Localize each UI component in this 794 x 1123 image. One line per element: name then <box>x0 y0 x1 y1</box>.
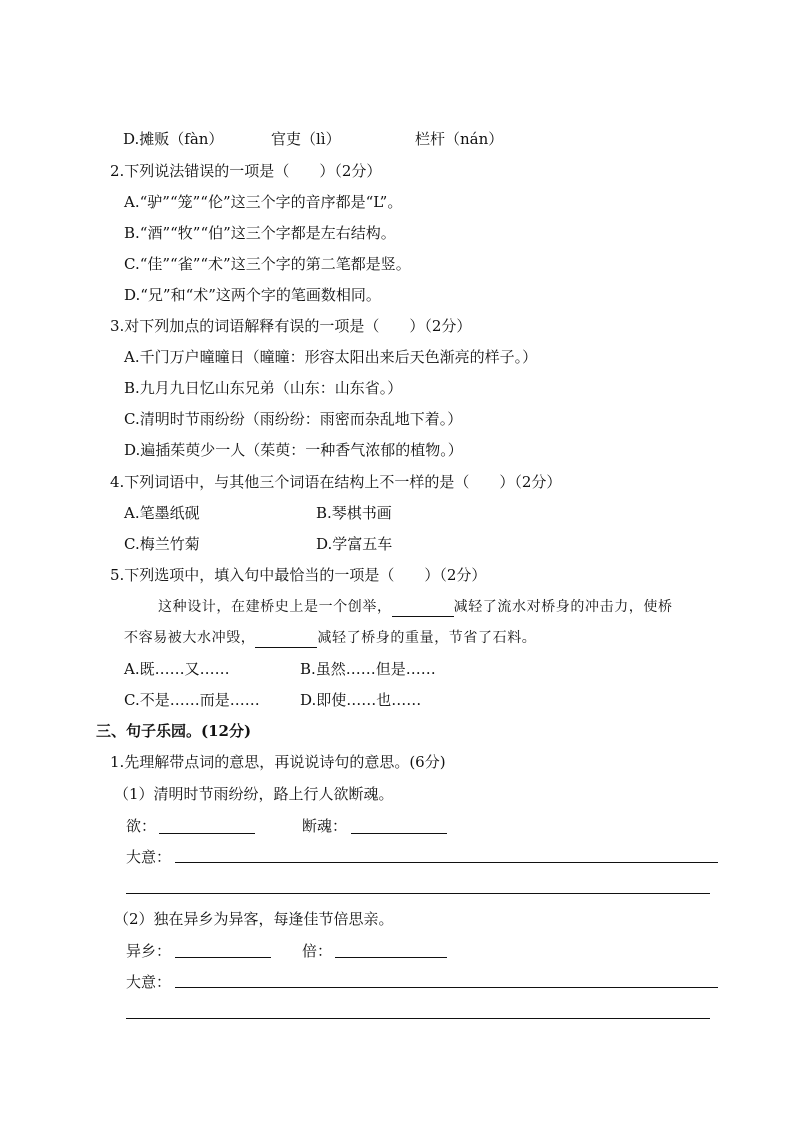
q5-passage-line-2 <box>124 628 536 648</box>
q2-option-a: A.“驴”“笼”“伦”这三个字的音序都是“L”。 <box>124 193 403 211</box>
poem-2-meaning-answer-line-1[interactable] <box>175 987 718 988</box>
q5-option-d: D.即使……也…… <box>300 691 422 709</box>
section-3-q1-stem: 1.先理解带点词的意思，再说说诗句的意思。(6分) <box>110 753 446 771</box>
poem-2: （2）独在异乡为异客，每逢佳节倍思亲。 <box>114 910 394 928</box>
q5-stem: 5.下列选项中，填入句中最恰当的一项是（ ）（2分） <box>110 566 487 584</box>
q4-stem: 4.下列词语中，与其他三个词语在结构上不一样的是（ ）（2分） <box>110 473 562 491</box>
poem-1-word-1-answer-line[interactable] <box>159 833 255 834</box>
q2-option-b: B.“酒”“牧”“伯”这三个字都是左右结构。 <box>124 224 396 242</box>
poem-2-meaning-answer-line-2[interactable] <box>126 1018 710 1019</box>
poem-2-word-2-label: 倍： <box>302 942 333 960</box>
q1-option-d-word-1: 摊贩（fàn） <box>139 130 224 148</box>
q2-option-d: D.“兄”和“术”这两个字的笔画数相同。 <box>124 286 381 304</box>
q5-passage-1b: 减轻了流水对桥身的冲击力，使桥 <box>453 599 673 615</box>
q5-blank-1[interactable] <box>392 600 454 617</box>
q3-stem: 3.对下列加点的词语解释有误的一项是（ ）（2分） <box>110 317 472 335</box>
q5-passage-1a: 这种设计，在建桥史上是一个创举， <box>158 599 392 615</box>
poem-1: （1）清明时节雨纷纷，路上行人欲断魂。 <box>114 785 394 803</box>
q5-option-c: C.不是……而是…… <box>124 691 260 709</box>
q1-option-d-word-2: 官吏（lì） <box>271 130 341 148</box>
poem-2-word-2-answer-line[interactable] <box>335 957 447 958</box>
poem-1-meaning-label: 大意： <box>126 848 172 866</box>
q3-option-d: D.遍插茱萸少一人（茱萸：一种香气浓郁的植物。） <box>124 441 463 459</box>
poem-1-word-2-answer-line[interactable] <box>351 833 447 834</box>
q1-option-d <box>123 129 223 149</box>
q5-option-b: B.虽然……但是…… <box>300 660 436 678</box>
q3-option-a: A.千门万户曈曈日（曈曈：形容太阳出来后天色渐亮的样子。） <box>124 348 538 366</box>
q3-option-b: B.九月九日忆山东兄弟（山东：山东省。） <box>124 379 403 397</box>
poem-2-meaning-label: 大意： <box>126 973 172 991</box>
q5-passage-2a: 不容易被大水冲毁， <box>124 630 256 646</box>
poem-2-word-1-label: 异乡： <box>126 942 172 960</box>
poem-1-word-2-label: 断魂： <box>302 817 348 835</box>
q3-option-c: C.清明时节雨纷纷（雨纷纷：雨密而杂乱地下着。） <box>124 410 463 428</box>
q4-option-d: D.学富五车 <box>316 535 393 553</box>
q5-blank-2[interactable] <box>255 631 317 648</box>
q4-option-c: C.梅兰竹菊 <box>124 535 200 553</box>
q5-passage-2b: 减轻了桥身的重量，节省了石料。 <box>317 630 537 646</box>
q4-option-a: A.笔墨纸砚 <box>124 504 200 522</box>
q4-option-b: B.琴棋书画 <box>316 504 392 522</box>
q1-option-d-label: D. <box>123 130 140 148</box>
poem-1-meaning-answer-line-1[interactable] <box>175 862 718 863</box>
q5-passage-line-1 <box>158 597 673 617</box>
poem-2-word-1-answer-line[interactable] <box>175 957 271 958</box>
q1-option-d-word-3: 栏杆（nán） <box>415 130 504 148</box>
section-3-title: 三、句子乐园。(12分) <box>96 722 252 740</box>
poem-1-word-1-label: 欲： <box>126 817 157 835</box>
q2-stem: 2.下列说法错误的一项是（ ）（2分） <box>110 162 382 180</box>
q5-option-a: A.既……又…… <box>124 660 230 678</box>
poem-1-meaning-answer-line-2[interactable] <box>126 893 710 894</box>
q2-option-c: C.“佳”“雀”“术”这三个字的第二笔都是竖。 <box>124 255 411 273</box>
